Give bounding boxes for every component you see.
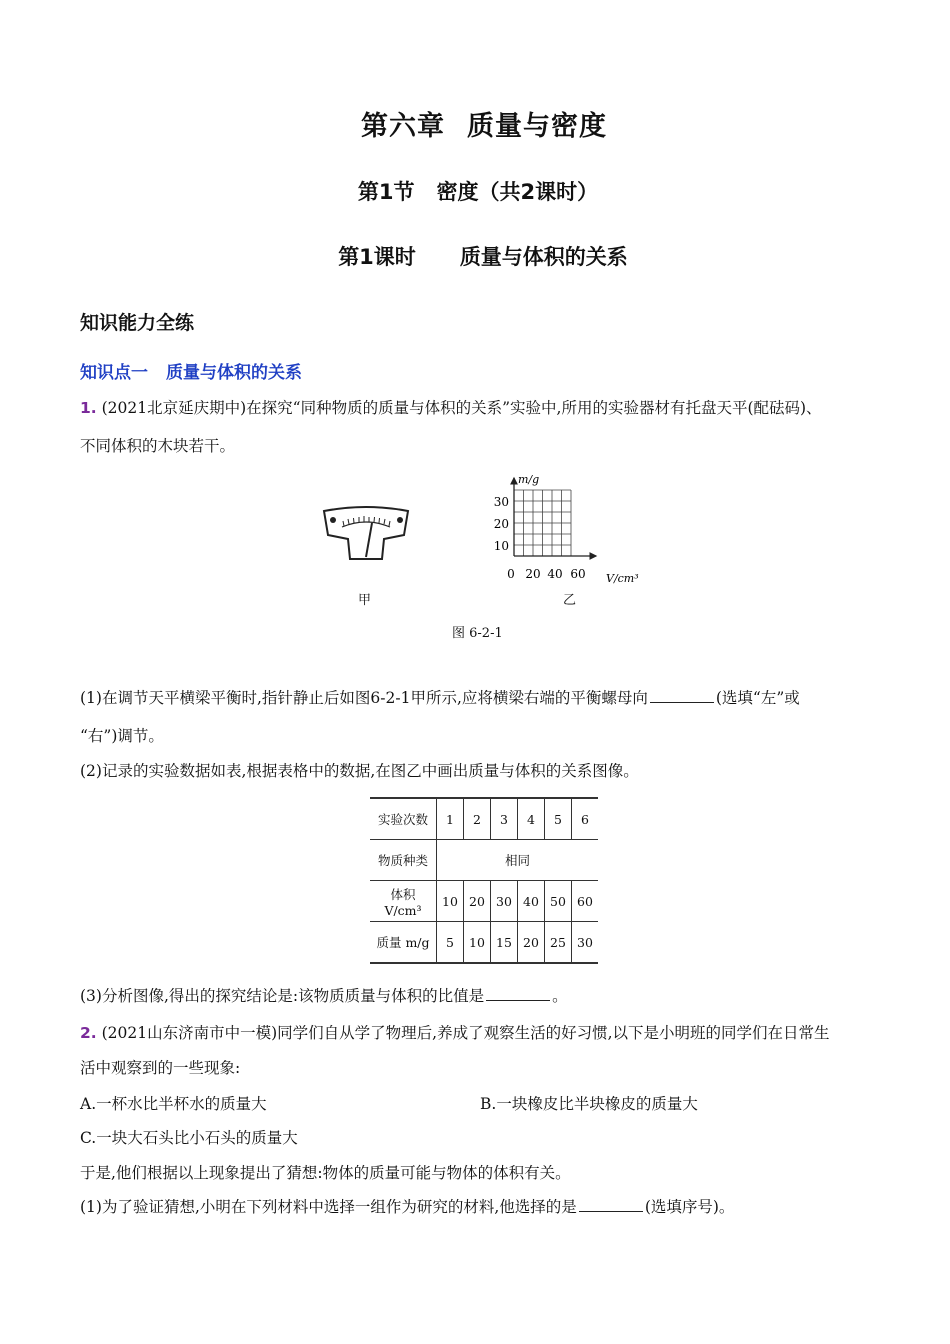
y-tick: 20 — [493, 517, 509, 531]
q1-stem-line1: 1. (2021北京延庆期中)在探究“同种物质的质量与体积的关系”实验中,所用的实验器材有托盘天平(配砝码)、 — [80, 399, 822, 417]
table-cell: 60 — [572, 881, 599, 922]
balance-pointer-figure — [320, 505, 412, 565]
y-axis-label: m/g — [518, 473, 540, 486]
q1-part1-line2: “右”)调节。 — [80, 727, 164, 745]
q1-part3: (3)分析图像,得出的探究结论是:该物质质量与体积的比值是 。 — [80, 987, 568, 1005]
q2-number: 2. — [80, 1024, 97, 1042]
q2-option-b: B.一块橡皮比半块橡皮的质量大 — [480, 1095, 698, 1113]
table-cell: 10 — [464, 922, 491, 964]
balance-needle — [366, 523, 372, 557]
table-cell: 20 — [518, 922, 545, 964]
q2-part1: (1)为了验证猜想,小明在下列材料中选择一组作为研究的材料,他选择的是 (选填序号)。 — [80, 1198, 735, 1216]
data-table — [370, 797, 598, 964]
lesson-title: 第1课时 质量与体积的关系 — [338, 245, 628, 269]
q2-hypothesis: 于是,他们根据以上现象提出了猜想:物体的质量可能与物体的体积有关。 — [80, 1164, 571, 1182]
table-cell: 25 — [545, 922, 572, 964]
y-tick: 10 — [493, 539, 509, 553]
q2-option-c: C.一块大石头比小石头的质量大 — [80, 1129, 298, 1147]
figure-label-yi: 乙 — [563, 593, 577, 608]
table-cell: 20 — [464, 881, 491, 922]
row-header: 物质种类 — [370, 840, 437, 881]
table-cell: 50 — [545, 881, 572, 922]
row-header: 质量 m/g — [370, 922, 437, 964]
table-row — [370, 922, 598, 964]
table-cell: 4 — [518, 798, 545, 840]
table-cell: 6 — [572, 798, 599, 840]
table-cell: 3 — [491, 798, 518, 840]
x-axis-label: V/cm³ — [606, 572, 639, 585]
table-cell: 相同 — [437, 840, 599, 881]
table-cell: 30 — [491, 881, 518, 922]
chapter-title: 第六章 质量与密度 — [361, 111, 607, 142]
x-tick: 20 — [525, 567, 541, 581]
q2-part1-blank[interactable] — [579, 1197, 643, 1212]
figure-label-jia: 甲 — [358, 593, 372, 608]
table-cell: 30 — [572, 922, 599, 964]
table-cell: 40 — [518, 881, 545, 922]
table-cell: 1 — [437, 798, 464, 840]
x-tick: 60 — [570, 567, 586, 581]
row-header: 体积 V/cm³ — [370, 881, 437, 922]
y-tick: 30 — [493, 495, 509, 509]
table-cell: 15 — [491, 922, 518, 964]
q2-option-a: A.一杯水比半杯水的质量大 — [80, 1095, 267, 1113]
table-row — [370, 798, 598, 840]
q1-stem-line2: 不同体积的木块若干。 — [80, 437, 236, 455]
q1-part1-line1: (1)在调节天平横梁平衡时,指针静止后如图6-2-1甲所示,应将横梁右端的平衡螺母向 (选填“左”或 — [80, 689, 800, 707]
section-title: 第1节 密度（共2课时） — [357, 180, 599, 204]
table-row — [370, 881, 598, 922]
q2-stem-line1: 2. (2021山东济南市中一模)同学们自从学了物理后,养成了观察生活的好习惯,以下是小明班的同学们在日常生 — [80, 1024, 830, 1042]
q1-part2: (2)记录的实验数据如表,根据表格中的数据,在图乙中画出质量与体积的关系图像。 — [80, 762, 639, 780]
x-tick: 40 — [547, 567, 563, 581]
figure-caption: 图 6-2-1 — [452, 626, 503, 641]
table-cell: 5 — [545, 798, 572, 840]
q1-part1-blank[interactable] — [650, 688, 714, 703]
part-title: 知识能力全练 — [80, 312, 195, 334]
q1-part3-blank[interactable] — [486, 986, 550, 1001]
q2-stem-line2: 活中观察到的一些现象: — [80, 1059, 241, 1077]
q1-number: 1. — [80, 399, 97, 417]
knowledge-point-title: 知识点一 质量与体积的关系 — [80, 363, 302, 383]
table-row — [370, 840, 598, 881]
table-cell: 10 — [437, 881, 464, 922]
table-cell: 2 — [464, 798, 491, 840]
x-tick: 0 — [507, 567, 515, 581]
mass-volume-graph — [484, 470, 654, 600]
row-header: 实验次数 — [370, 798, 437, 840]
table-cell: 5 — [437, 922, 464, 964]
